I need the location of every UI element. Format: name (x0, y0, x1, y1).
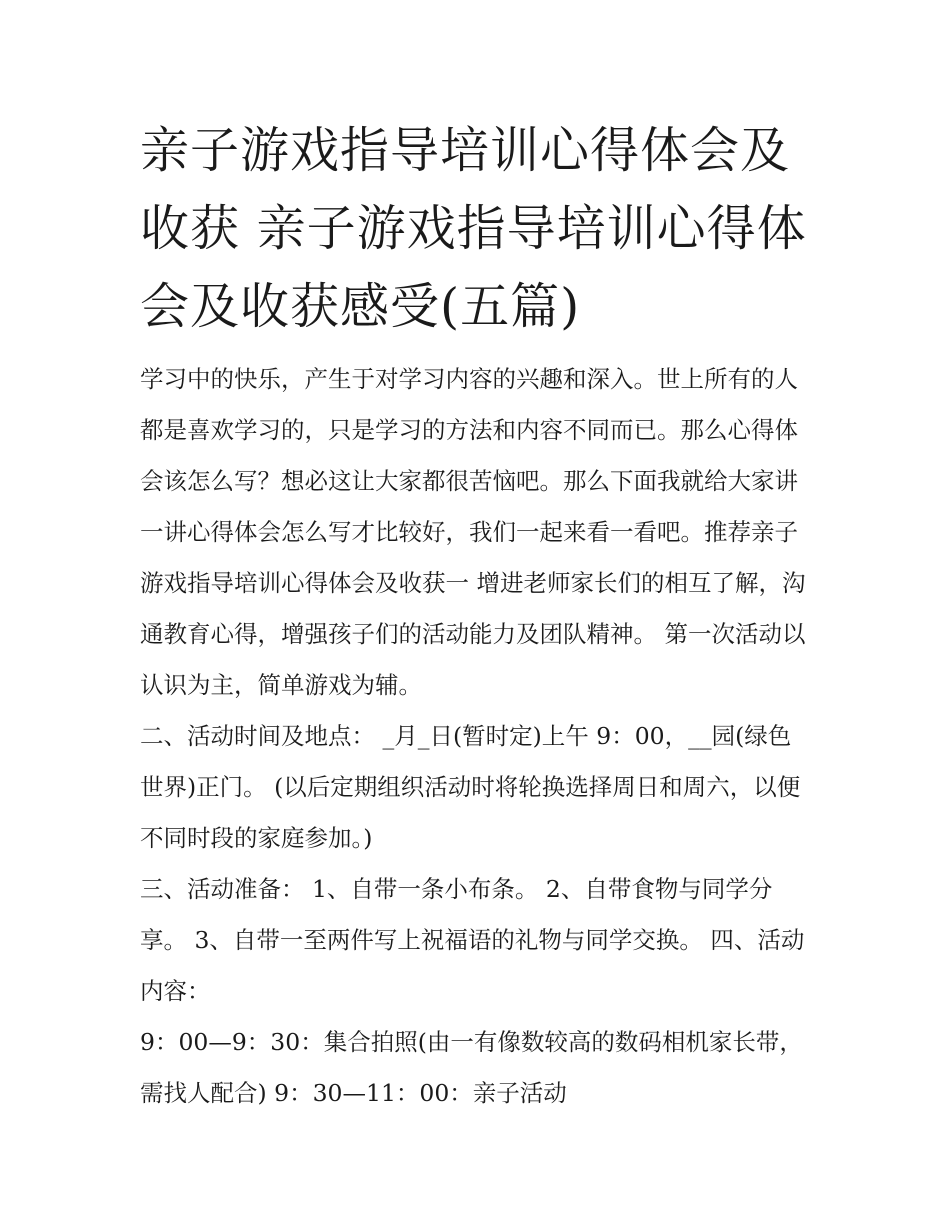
document-title: 亲子游戏指导培训心得体会及收获 亲子游戏指导培训心得体会及收获感受(五篇) (140, 122, 807, 335)
paragraph-intro: 学习中的快乐，产生于对学习内容的兴趣和深入。世上所有的人都是喜欢学习的，只是学习的方法和内容不同而已。那么心得体会该怎么写？想必这让大家都很苦恼吧。那么下面我就给大家讲一讲心得体会怎么写才比较好，我们一起来看一看吧。推荐亲子游戏指导培训心得体会及收获一 增进老师家长们的相互了解，沟通教育心得，增强孩子们的活动能力及团队精神。 第一次活动以认识为主，简单游戏为辅。 (140, 365, 806, 699)
paragraph-preparation: 三、活动准备： 1、自带一条小布条。 2、自带食物与同学分享。 3、自带一至两件写上祝福语的礼物与同学交换。 四、活动内容： (140, 875, 805, 1005)
paragraph-schedule: 9：00—9：30：集合拍照(由一有像数较高的数码相机家长带，需找人配合) 9：30—11：00：亲子活动 (140, 1028, 803, 1107)
document-page (140, 112, 812, 1119)
paragraph-time-location: 二、活动时间及地点： _月_日(暂时定)上午 9：00，__园(绿色世界)正门。 (以后定期组织活动时将轮换选择周日和周六，以便不同时段的家庭参加。) (140, 722, 801, 852)
